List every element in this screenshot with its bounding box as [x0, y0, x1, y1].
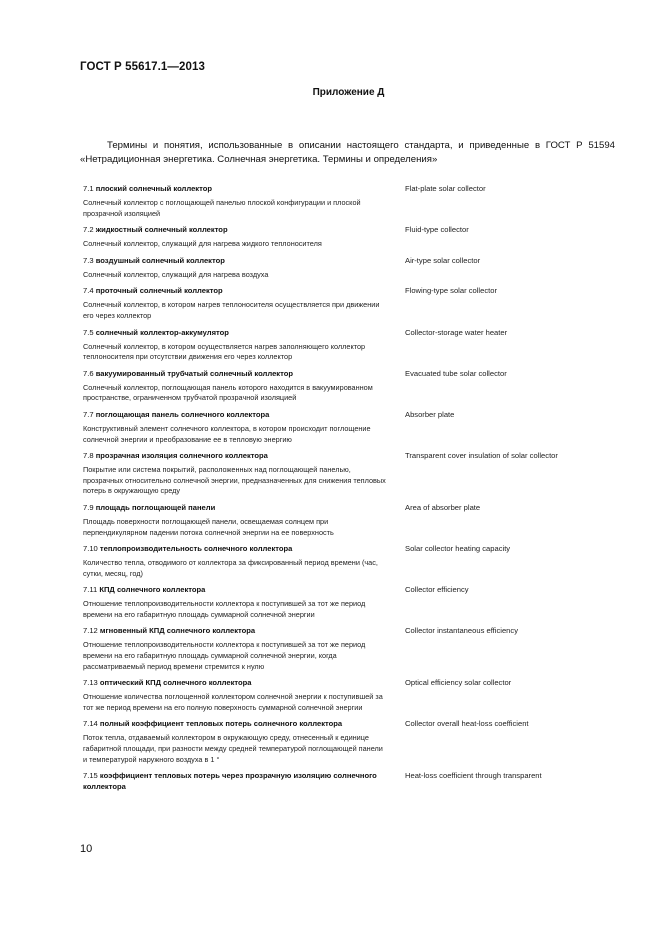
term-entry: [83, 502, 623, 538]
term-ru: [83, 450, 388, 497]
term-definition: Отношение теплопроизводительности коллектора к поступившей за тот же период времени на его габаритную площадь суммарной солнечной энергии, когда рассматриваемый период времени стремится к нулю: [83, 640, 366, 671]
term-heading: [83, 770, 388, 792]
term-heading: [83, 255, 388, 266]
term-number: 7.7: [83, 409, 94, 419]
term-definition: Отношение теплопроизводительности коллектора к поступившей за тот же период времени на его габаритную площадь суммарной солнечной энергии: [83, 599, 366, 619]
intro-paragraph: Термины и понятия, использованные в описании настоящего стандарта, и приведенные в ГОСТ Р 51594 «Нетрадиционная энергетика. Солнечная энергетика. Термины и определения»: [80, 140, 615, 165]
term-name: поглощающая панель солнечного коллектора: [95, 409, 270, 419]
term-number: 7.3: [83, 255, 94, 265]
term-english: Transparent cover insulation of solar collector: [405, 451, 558, 461]
term-ru: [83, 770, 388, 792]
term-definition: Покрытие или система покрытий, расположенных над поглощающей панелью, прозрачных относительно солнечной энергии, предназначенных для снижения тепловых потерь в окружающую среду: [83, 465, 386, 496]
term-entry: [83, 543, 623, 579]
page-number: 10: [80, 843, 93, 855]
term-definition: Отношение количества поглощенной коллектором солнечной энергии к поступившей за тот же период времени на его полную поверхность суммарной солнечной энергии: [83, 692, 383, 712]
term-name: плоский солнечный коллектор: [95, 184, 212, 193]
term-heading: [83, 224, 388, 235]
term-english: Solar collector heating capacity: [405, 544, 511, 554]
term-name: площадь поглощающей панели: [95, 502, 216, 512]
term-name: полный коэффициент тепловых потерь солнечного коллектора: [99, 719, 343, 729]
term-english: Heat-loss coefficient through transparent: [405, 771, 542, 781]
term-entry: [83, 584, 623, 620]
term-number: 7.14: [83, 719, 98, 729]
term-entry: [83, 255, 623, 281]
term-entry: [83, 224, 623, 250]
term-name: теплопроизводительность солнечного коллектора: [99, 544, 293, 554]
term-ru: [83, 625, 388, 672]
term-heading: [83, 327, 388, 338]
term-heading: [83, 450, 388, 461]
term-name: прозрачная изоляция солнечного коллектора: [95, 451, 268, 461]
term-heading: [83, 543, 388, 554]
term-ru: [83, 183, 388, 219]
term-english: Collector overall heat-loss coefficient: [405, 719, 529, 729]
term-name: коэффициент тепловых потерь через прозрачную изоляцию солнечного коллектора: [83, 771, 377, 792]
term-number: 7.11: [83, 585, 98, 595]
term-heading: [83, 285, 388, 296]
term-number: 7.4: [83, 286, 94, 296]
term-heading: [83, 718, 388, 729]
term-entry: [83, 677, 623, 713]
term-number: 7.10: [83, 544, 98, 554]
term-number: 7.1: [83, 184, 94, 193]
term-definition: Конструктивный элемент солнечного коллектора, в котором происходит поглощение солнечной энергии и преобразование ее в тепловую энергию: [83, 423, 371, 444]
term-english: Flat-plate solar collector: [405, 184, 486, 193]
term-number: 7.15: [83, 771, 98, 781]
term-english: Air-type solar collector: [405, 255, 481, 265]
term-heading: [83, 584, 388, 595]
term-entry: [83, 718, 623, 765]
term-entry: [83, 285, 623, 321]
term-ru: [83, 327, 388, 363]
term-entry: [83, 450, 623, 497]
term-ru: [83, 677, 388, 713]
term-number: 7.2: [83, 225, 94, 235]
term-heading: [83, 368, 388, 379]
term-definition: Количество тепла, отводимого от коллектора за фиксированный период времени (час, сутки, месяц, год): [83, 558, 378, 578]
term-ru: [83, 718, 388, 765]
term-definition: Солнечный коллектор, в котором осуществляется нагрев заполняющего коллектор теплоносителя при отсутствии движения его через коллектор: [83, 341, 366, 362]
term-heading: [83, 409, 388, 420]
term-ru: [83, 584, 388, 620]
term-english: Flowing-type solar collector: [405, 286, 498, 296]
term-name: КПД солнечного коллектора: [99, 585, 206, 595]
term-number: 7.5: [83, 327, 94, 337]
term-english: Collector-storage water heater: [405, 327, 508, 337]
term-english: Absorber plate: [405, 409, 455, 419]
document-header: ГОСТ Р 55617.1—2013: [80, 61, 205, 73]
term-ru: [83, 409, 388, 445]
term-ru: [83, 224, 388, 250]
term-entry: [83, 409, 623, 445]
term-name: оптический КПД солнечного коллектора: [99, 678, 252, 688]
term-entry: [83, 625, 623, 672]
terms-list: [83, 183, 623, 792]
term-entry: [83, 770, 623, 792]
term-english: Area of absorber plate: [405, 502, 481, 512]
term-definition: Поток тепла, отдаваемый коллектором в окружающую среду, отнесенный к единице габаритной площади, при разности между средней температурой поглощающей панели и температурой наружного воздуха в 1 °: [83, 733, 383, 764]
term-name: солнечный коллектор-аккумулятор: [95, 327, 229, 337]
term-definition: Солнечный коллектор, служащий для нагрева жидкого теплоносителя: [83, 239, 322, 249]
term-english: Collector efficiency: [405, 585, 469, 595]
term-definition: Солнечный коллектор, в котором нагрев теплоносителя осуществляется при движении его через коллектор: [83, 300, 380, 320]
term-heading: [83, 183, 388, 194]
term-heading: [83, 502, 388, 513]
term-entry: [83, 183, 623, 219]
term-ru: [83, 502, 388, 538]
term-ru: [83, 285, 388, 321]
term-number: 7.8: [83, 451, 94, 461]
term-english: Optical efficiency solar collector: [405, 678, 512, 688]
term-english: Fluid-type collector: [405, 225, 469, 235]
term-definition: Солнечный коллектор, поглощающая панель которого находится в вакуумированном пространстве, ограниченном трубчатой прозрачной изоляцией: [83, 382, 373, 403]
term-name: мгновенный КПД солнечного коллектора: [99, 626, 256, 636]
term-number: 7.12: [83, 626, 98, 636]
term-name: вакуумированный трубчатый солнечный коллектор: [95, 368, 294, 378]
term-heading: [83, 677, 388, 688]
term-name: жидкостный солнечный коллектор: [95, 225, 228, 235]
term-definition: Солнечный коллектор с поглощающей панелью плоской конфигурации и плоской прозрачной изоляцией: [83, 198, 361, 218]
term-english: Evacuated tube solar collector: [405, 368, 507, 378]
term-ru: [83, 255, 388, 281]
term-ru: [83, 543, 388, 579]
term-entry: [83, 368, 623, 404]
term-english: Collector instantaneous efficiency: [405, 626, 518, 636]
term-ru: [83, 368, 388, 404]
term-number: 7.13: [83, 678, 98, 688]
term-definition: Площадь поверхности поглощающей панели, освещаемая солнцем при перпендикулярном падении потока солнечной энергии на ее поверхность: [83, 516, 334, 537]
term-number: 7.9: [83, 502, 94, 512]
term-entry: [83, 327, 623, 363]
term-number: 7.6: [83, 368, 94, 378]
term-name: воздушный солнечный коллектор: [95, 255, 225, 265]
appendix-title: Приложение Д: [312, 87, 385, 98]
term-definition: Солнечный коллектор, служащий для нагрева воздуха: [83, 269, 269, 279]
term-name: проточный солнечный коллектор: [95, 286, 223, 296]
term-heading: [83, 625, 388, 636]
